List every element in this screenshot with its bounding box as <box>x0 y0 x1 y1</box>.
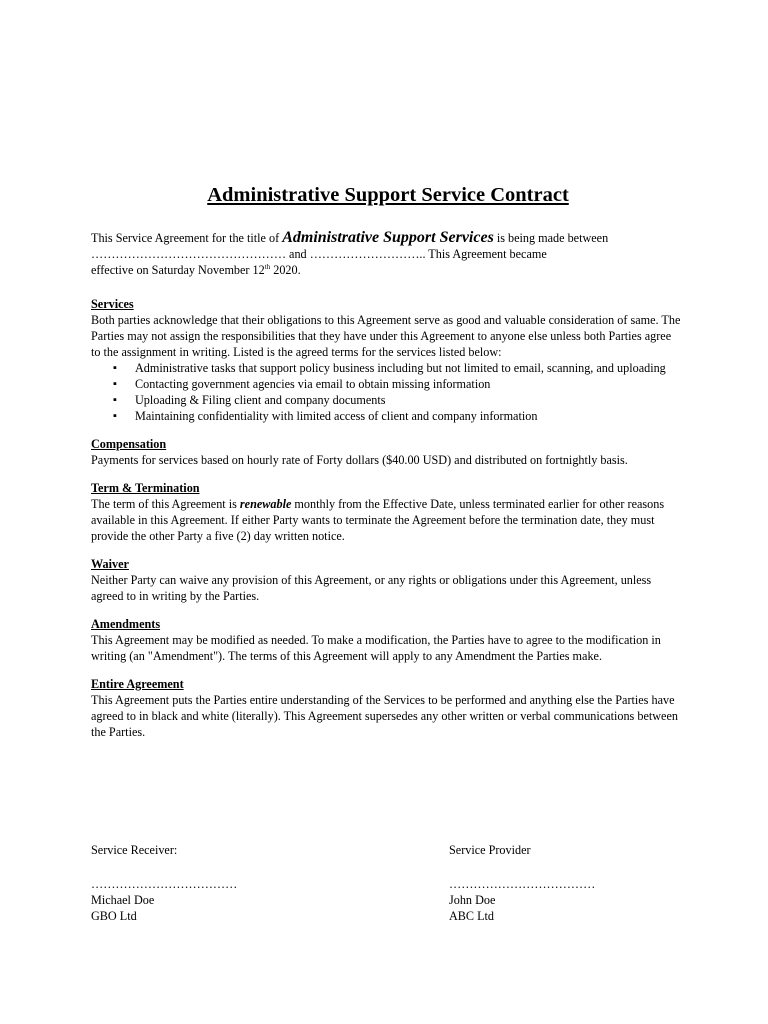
term-emphasis: renewable <box>239 497 292 511</box>
list-item: ▪ Uploading & Filing client and company documents <box>113 392 681 408</box>
intro-text-1: This Service Agreement for the title of <box>91 231 283 245</box>
intro-text-3: This Agreement became <box>425 247 547 261</box>
intro-text-2: is being made between <box>493 231 609 245</box>
party-one-blank: ………………………………………… <box>91 247 286 261</box>
services-heading: Services <box>91 297 134 311</box>
provider-company: ABC Ltd <box>449 909 495 923</box>
services-text: Both parties acknowledge that their obligations to this Agreement serve as good and valuable consideration of same. The Parties may not assign the responsibilities that they have under this Agreement to anyone else unless both Parties agree to the assignment in writing. Listed is the agreed terms for the services listed below: <box>91 313 681 359</box>
contract-document <box>91 182 681 740</box>
receiver-company: GBO Ltd <box>91 909 137 923</box>
list-item: ▪ Administrative tasks that support policy business including but not limited to email, scanning, and uploading <box>113 360 681 376</box>
provider-signature <box>449 842 709 924</box>
services-list <box>91 360 681 424</box>
term-text-1: The term of this Agreement is <box>91 497 240 511</box>
amendments-heading: Amendments <box>91 617 161 631</box>
term-heading: Term & Termination <box>91 481 200 495</box>
intro-text-5: 2020. <box>270 263 301 277</box>
intro-text-4: effective on Saturday November 12 <box>91 263 265 277</box>
amendments-text: This Agreement may be modified as needed. To make a modification, the Parties have to agree to the modification in writing (an "Amendment"). The terms of this Agreement will apply to any Amendment the Parties make. <box>91 633 661 663</box>
receiver-signature <box>91 842 351 924</box>
provider-label: Service Provider <box>449 843 531 857</box>
compensation-heading: Compensation <box>91 437 167 451</box>
entire-agreement-heading: Entire Agreement <box>91 677 184 691</box>
party-two-blank: ……………………….. <box>309 247 426 261</box>
term-text-2: monthly from the Effective Date, unless terminated earlier for other reasons available in this Agreement. If either Party wants to terminate the Agreement before the termination date, they must provide the other Party a five (2) day written notice. <box>91 497 665 543</box>
receiver-signature-line: ……………………………… <box>91 877 238 891</box>
list-item: ▪ Contacting government agencies via email to obtain missing information <box>113 376 681 392</box>
waiver-text: Neither Party can waive any provision of this Agreement, or any rights or obligations under this Agreement, unless agreed to in writing by the Parties. <box>91 573 652 603</box>
receiver-label: Service Receiver: <box>91 843 178 857</box>
entire-agreement-text: This Agreement puts the Parties entire understanding of the Services to be performed and anything else the Parties have agreed to in black and white (literally). This Agreement supersedes any other written or verbal communications between the Parties. <box>91 693 678 739</box>
service-title: Administrative Support Services <box>282 229 494 246</box>
provider-name: John Doe <box>449 893 496 907</box>
term-text <box>91 496 681 544</box>
provider-signature-line: ……………………………… <box>449 877 596 891</box>
intro-paragraph <box>91 230 681 278</box>
intro-and: and <box>286 247 310 261</box>
waiver-heading: Waiver <box>91 557 129 571</box>
compensation-text: Payments for services based on hourly rate of Forty dollars ($40.00 USD) and distributed on fortnightly basis. <box>91 453 628 467</box>
receiver-name: Michael Doe <box>91 893 155 907</box>
document-title: Administrative Support Service Contract <box>207 184 569 206</box>
list-item: ▪ Maintaining confidentiality with limited access of client and company information <box>113 408 681 424</box>
date-suffix: th <box>264 262 271 271</box>
